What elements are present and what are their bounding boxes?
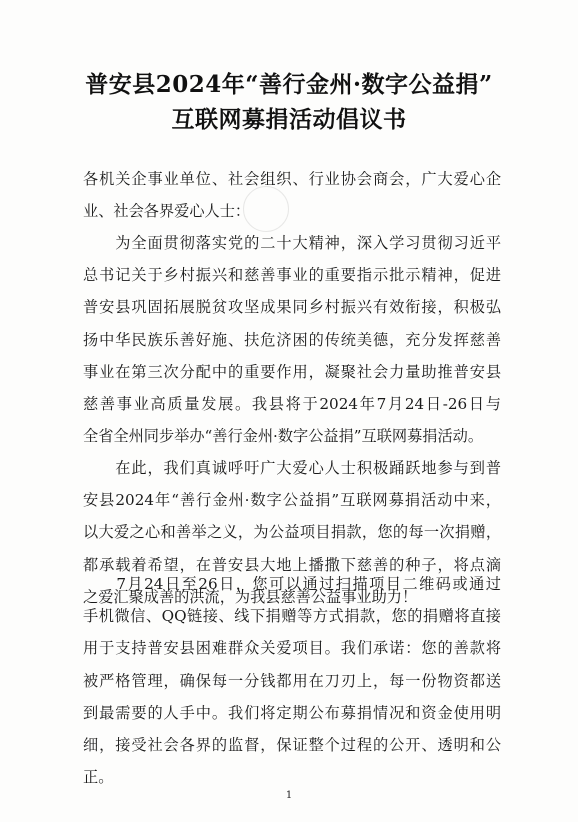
paragraph-line: 在此，我们真诚呼吁广大爱心人士积极踊跃地参与到普 [83,459,501,477]
salutation [83,163,501,227]
paragraph-line: 用于支持普安县困难群众关爱项目。我们承诺：您的善款将 [83,639,501,658]
paragraph-3 [83,568,501,793]
paragraph-line: 手机微信、QQ链接、线下捐赠等方式捐款，您的捐赠将直接 [83,607,501,626]
paragraph-line: 都承载着希望，在普安县大地上播撒下慈善的种子，将点滴 [83,555,501,574]
salutation-line: 各机关企事业单位、社会组织、行业协会商会，广大爱心企 [83,170,501,188]
paragraph-line: 到最需要的人手中。我们将定期公布募捐情况和资金使用明 [83,703,501,722]
title-line-1: 普安县2024年“善行金州·数字公益捐” [85,71,493,98]
paragraph-line: 安县2024年“善行金州·数字公益捐”互联网募捐活动中来， [83,491,501,510]
paragraph-line: 全省全州同步举办“善行金州·数字公益捐”互联网募捐活动。 [83,427,484,446]
paragraph-line: 以大爱之心和善举之义，为公益项目捐款，您的每一次捐赠， [83,523,501,542]
paragraph-line: 慈善事业高质量发展。我县将于2024年7月24日-26日与 [83,394,501,413]
page-number: 1 [285,790,293,801]
paragraph-line: 细，接受社会各界的监督，保证整个过程的公开、透明和公 [83,735,501,754]
paragraph-line: 正。 [83,768,114,787]
salutation-line: 业、社会各界爱心人士： [83,202,251,221]
paragraph-line: 之爱汇聚成善的洪流，为我县慈善公益事业助力！ [83,587,418,606]
paragraph-line: 7月24日至26日，您可以通过扫描项目二维码或通过 [83,575,501,593]
paragraph-line: 事业在第三次分配中的重要作用，凝聚社会力量助推普安县 [83,362,501,381]
paragraph-line: 被严格管理，确保每一分钱都用在刀刃上，每一份物资都送 [83,671,501,690]
paragraph-1 [83,227,501,452]
paragraph-line: 为全面贯彻落实党的二十大精神，深入学习贯彻习近平 [83,234,501,252]
paragraph-line: 总书记关于乡村振兴和慈善事业的重要指示批示精神，促进 [83,266,501,285]
paragraph-line: 普安县巩固拓展脱贫攻坚成果同乡村振兴有效衔接，积极弘 [83,298,501,317]
title-line-2: 互联网募捐活动倡议书 [171,106,407,133]
paragraph-line: 扬中华民族乐善好施、扶危济困的传统美德，充分发挥慈善 [83,330,501,349]
